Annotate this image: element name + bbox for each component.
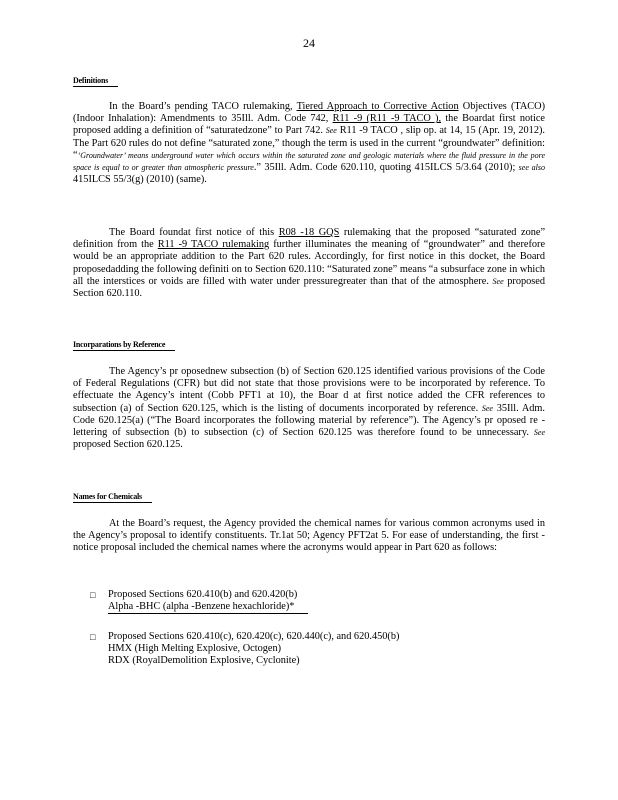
heading-names-for-chemicals: Names for Chemicals bbox=[73, 492, 152, 503]
bullet-line: RDX (RoyalDemolition Explosive, Cyclonite) bbox=[108, 655, 300, 667]
text: .” 35Ill. Adm. Code 620.110, quoting 415ILCS 5/3.64 (2010); bbox=[253, 162, 516, 174]
text: The Board foundat first notice of this bbox=[109, 227, 275, 238]
bullet-item-1 bbox=[108, 589, 538, 614]
names-paragraph-1 bbox=[73, 518, 545, 555]
text: The Agency’s pr oposednew subsection (b) of Section 620.125 identified various provisions of the Code of Federal Regulations (CFR) but did not state that those provisions were to be incorporated by reference. To effectuate the Agency’s intent (Cobb PFT1 at 10), the Boar d at first notice added the CFR references to subsection (a) of Section 620.125, which is the listing of documents incorporated by reference. bbox=[73, 366, 545, 414]
bullet-item-2 bbox=[108, 631, 538, 668]
text: further illuminates the meaning of “groundwater” and therefore would be an appropriate addition to the Part 620 rules. Accordingly, for first notice in this docket, the Board proposedadding the following definiti on to Section 620.110: “Saturated zone” means “a subsurface zone in which all the interstices or voids are filled with water under pressuregreater than that of the atmosphere. bbox=[73, 239, 546, 287]
text: At the Board’s request, the Agency provided the chemical names for various common acronyms used in the Agency’s proposal to identify constituents. Tr.1at 50; Agency PFT2at 5. For ease of understanding, the first -notice proposal included the chemical names where the acronyms would appear in Part 620 as follows: bbox=[73, 518, 545, 554]
bullet-line: Alpha -BHC (alpha -Benzene hexachloride)* bbox=[108, 601, 308, 614]
citation-signal: See bbox=[492, 276, 504, 286]
text: rulemaking that the proposed “saturated zone” definition from the bbox=[73, 227, 546, 251]
heading-incorporations: Incorparations by Reference bbox=[73, 340, 175, 351]
bullet-line: HMX (High Melting Explosive, Octogen) bbox=[108, 643, 282, 655]
underlined-title: Tiered Approach to Corrective Action bbox=[296, 101, 459, 112]
text: 35Ill. Adm. Code 620.125(a) (“The Board incorporates the following material by reference”). The Agency’s pr oposed re -lettering of subsection (b) to subsection (c) of Section 620.125 was therefore found to be unnecessary. bbox=[73, 402, 546, 439]
bullet-line: Proposed Sections 620.410(b) and 620.420(b) bbox=[108, 589, 298, 600]
bullet-box-icon: □ bbox=[90, 590, 96, 600]
underlined-docket: R11 -9 TACO rulemaking bbox=[157, 239, 270, 251]
text: proposed Section 620.110. bbox=[73, 275, 546, 300]
quoted-definition: ‘Groundwater’ means underground water which occurs within the saturated zone and geologic materials where the fluid pressure in the pore space is equal to or greater than atmospheric pressure bbox=[73, 150, 545, 173]
definitions-paragraph-1 bbox=[73, 101, 545, 186]
citation-signal: See bbox=[533, 428, 545, 438]
citation-signal: See bbox=[481, 403, 493, 413]
underlined-docket: R11 -9 (R11 -9 TACO ), bbox=[332, 113, 442, 125]
text: the Boardat first notice proposed adding a definition of “saturatedzone” to Part 742. bbox=[73, 113, 545, 137]
text: Objectives (TACO) (Indoor Inhalation): Amendments to 35Ill. Adm. Code 742, bbox=[73, 101, 546, 125]
text: proposed Section 620.125. bbox=[73, 439, 183, 451]
incorporations-paragraph-1 bbox=[73, 366, 545, 451]
text: In the Board’s pending TACO rulemaking, bbox=[109, 101, 293, 112]
heading-definitions: Definitions bbox=[73, 76, 118, 87]
text: 415ILCS 55/3(g) (2010) (same). bbox=[73, 174, 207, 186]
citation-signal: see also bbox=[518, 163, 545, 173]
bullet-box-icon: □ bbox=[90, 632, 96, 642]
definitions-paragraph-2 bbox=[73, 227, 545, 300]
text: R11 -9 TACO , slip op. at 14, 15 (Apr. 19, 2012). The Part 620 rules do not define “saturated zone,” though the term is used in the current “groundwater” definition: “ bbox=[73, 125, 545, 161]
page-number: 24 bbox=[303, 36, 315, 50]
citation-signal: See bbox=[325, 126, 337, 136]
bullet-line: Proposed Sections 620.410(c), 620.420(c), 620.440(c), and 620.450(b) bbox=[108, 631, 400, 642]
underlined-docket: R08 -18 GQS bbox=[278, 227, 340, 238]
